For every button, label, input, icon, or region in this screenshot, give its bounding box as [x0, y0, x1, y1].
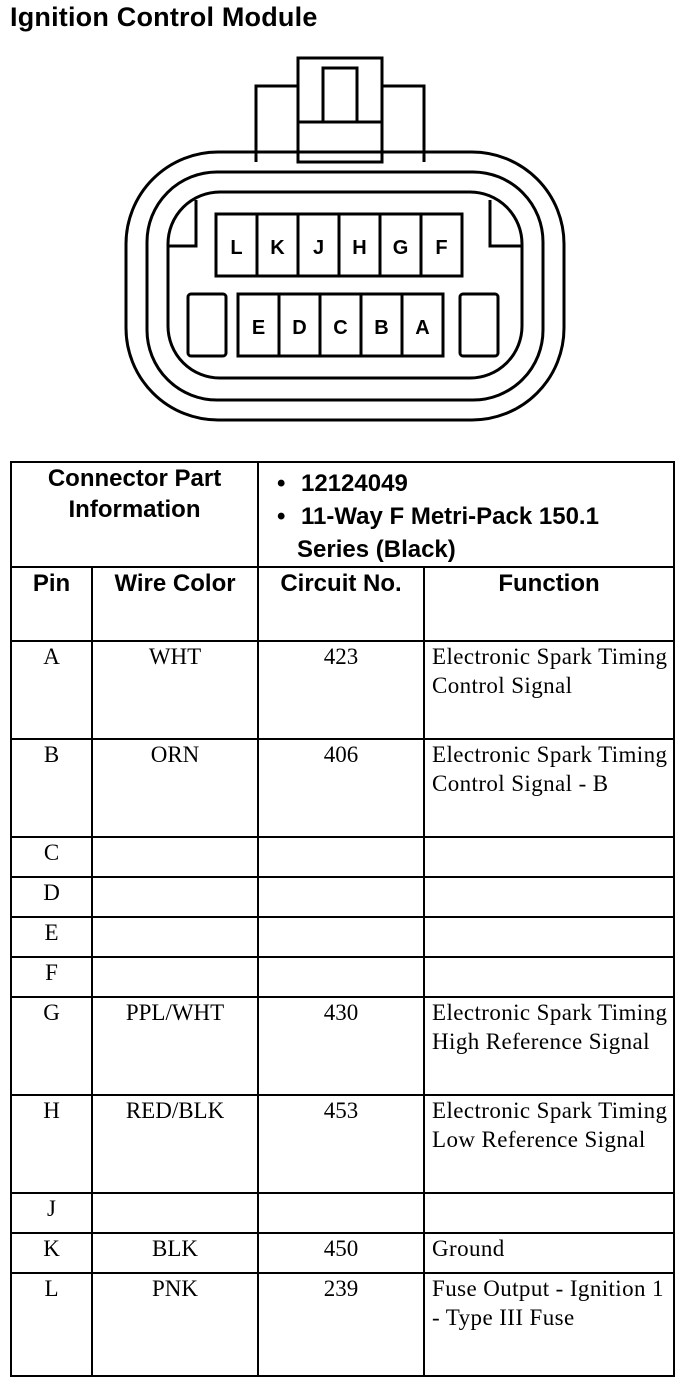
- connector-blank-cavity-right: [460, 294, 498, 356]
- header-pin: Pin: [11, 567, 92, 641]
- pin-label-c: C: [333, 317, 348, 339]
- connector-info-label: Connector Part Information: [11, 462, 258, 567]
- connector-housing-inner: [147, 172, 543, 400]
- table-row: [11, 997, 674, 1095]
- cell-wire-color: PNK: [92, 1273, 258, 1376]
- part-number: 12124049: [301, 470, 408, 497]
- connector-lock-base: [298, 122, 382, 162]
- pin-label-b: B: [374, 317, 389, 339]
- cell-pin: B: [11, 739, 92, 837]
- pin-label-d: D: [292, 317, 307, 339]
- pin-label-g: G: [392, 237, 409, 259]
- pin-label-h: H: [352, 237, 367, 259]
- cell-circuit: 450: [258, 1233, 424, 1273]
- cell-pin: K: [11, 1233, 92, 1273]
- cell-circuit: 423: [258, 641, 424, 739]
- table-row: [11, 1095, 674, 1193]
- table-row: [11, 1273, 674, 1376]
- table-row: [11, 957, 674, 997]
- cell-function: Electronic Spark Timing Control Signal - B: [424, 739, 674, 837]
- cell-function: Electronic Spark Timing Low Reference Signal: [424, 1095, 674, 1193]
- header-wire-color: Wire Color: [92, 567, 258, 641]
- connector-cavity: [168, 192, 522, 378]
- header-function: Function: [424, 567, 674, 641]
- cell-function: [424, 957, 674, 997]
- cell-function: Electronic Spark Timing Control Signal: [424, 641, 674, 739]
- table-row: [11, 1233, 674, 1273]
- cell-wire-color: [92, 957, 258, 997]
- cell-wire-color: PPL/WHT: [92, 997, 258, 1095]
- pin-label-l: L: [230, 237, 243, 259]
- connector-info-values: [258, 462, 674, 567]
- cell-circuit: 406: [258, 739, 424, 837]
- cell-wire-color: BLK: [92, 1233, 258, 1273]
- table-row: [11, 837, 674, 877]
- table-row: [11, 1193, 674, 1233]
- pinout-table: [10, 461, 675, 1377]
- table-header-row: [11, 567, 674, 641]
- cell-function: Electronic Spark Timing High Reference Signal: [424, 997, 674, 1095]
- table-row: [11, 641, 674, 739]
- cell-function: [424, 917, 674, 957]
- pin-label-a: A: [415, 317, 430, 339]
- page-title: Ignition Control Module: [10, 2, 318, 32]
- cell-pin: H: [11, 1095, 92, 1193]
- cell-function: [424, 837, 674, 877]
- cell-wire-color: [92, 877, 258, 917]
- pin-label-f: F: [435, 237, 448, 259]
- description-item: • 11-Way F Metri-Pack 150.1 Series (Black): [277, 503, 599, 563]
- pin-label-e: E: [251, 317, 266, 339]
- cell-function: Fuse Output - Ignition 1 - Type III Fuse: [424, 1273, 674, 1376]
- table-row: [11, 917, 674, 957]
- connector-info-row: [11, 462, 674, 567]
- cell-pin: D: [11, 877, 92, 917]
- connector-blank-cavity-left: [188, 294, 226, 356]
- cell-circuit: [258, 917, 424, 957]
- cell-function: [424, 877, 674, 917]
- connector-lock-tab-inner: [323, 68, 357, 122]
- cell-circuit: 239: [258, 1273, 424, 1376]
- cell-wire-color: [92, 1193, 258, 1233]
- cell-pin: E: [11, 917, 92, 957]
- pin-label-k: K: [270, 237, 285, 259]
- connector-diagram: [0, 0, 688, 440]
- cell-function: Ground: [424, 1233, 674, 1273]
- cell-pin: C: [11, 837, 92, 877]
- cell-wire-color: ORN: [92, 739, 258, 837]
- cell-circuit: [258, 957, 424, 997]
- cell-wire-color: [92, 837, 258, 877]
- cell-circuit: [258, 837, 424, 877]
- pin-label-j: J: [312, 237, 325, 259]
- connector-description: 11-Way F Metri-Pack 150.1 Series (Black): [297, 503, 599, 563]
- cell-circuit: 453: [258, 1095, 424, 1193]
- cell-circuit: 430: [258, 997, 424, 1095]
- cell-circuit: [258, 877, 424, 917]
- cell-pin: J: [11, 1193, 92, 1233]
- table-row: [11, 877, 674, 917]
- cell-wire-color: [92, 917, 258, 957]
- cell-pin: L: [11, 1273, 92, 1376]
- table-row: [11, 739, 674, 837]
- cell-function: [424, 1193, 674, 1233]
- cell-pin: A: [11, 641, 92, 739]
- cell-pin: G: [11, 997, 92, 1095]
- cell-pin: F: [11, 957, 92, 997]
- cell-wire-color: RED/BLK: [92, 1095, 258, 1193]
- part-number-item: • 12124049: [277, 470, 408, 497]
- cell-circuit: [258, 1193, 424, 1233]
- cell-wire-color: WHT: [92, 641, 258, 739]
- header-circuit: Circuit No.: [258, 567, 424, 641]
